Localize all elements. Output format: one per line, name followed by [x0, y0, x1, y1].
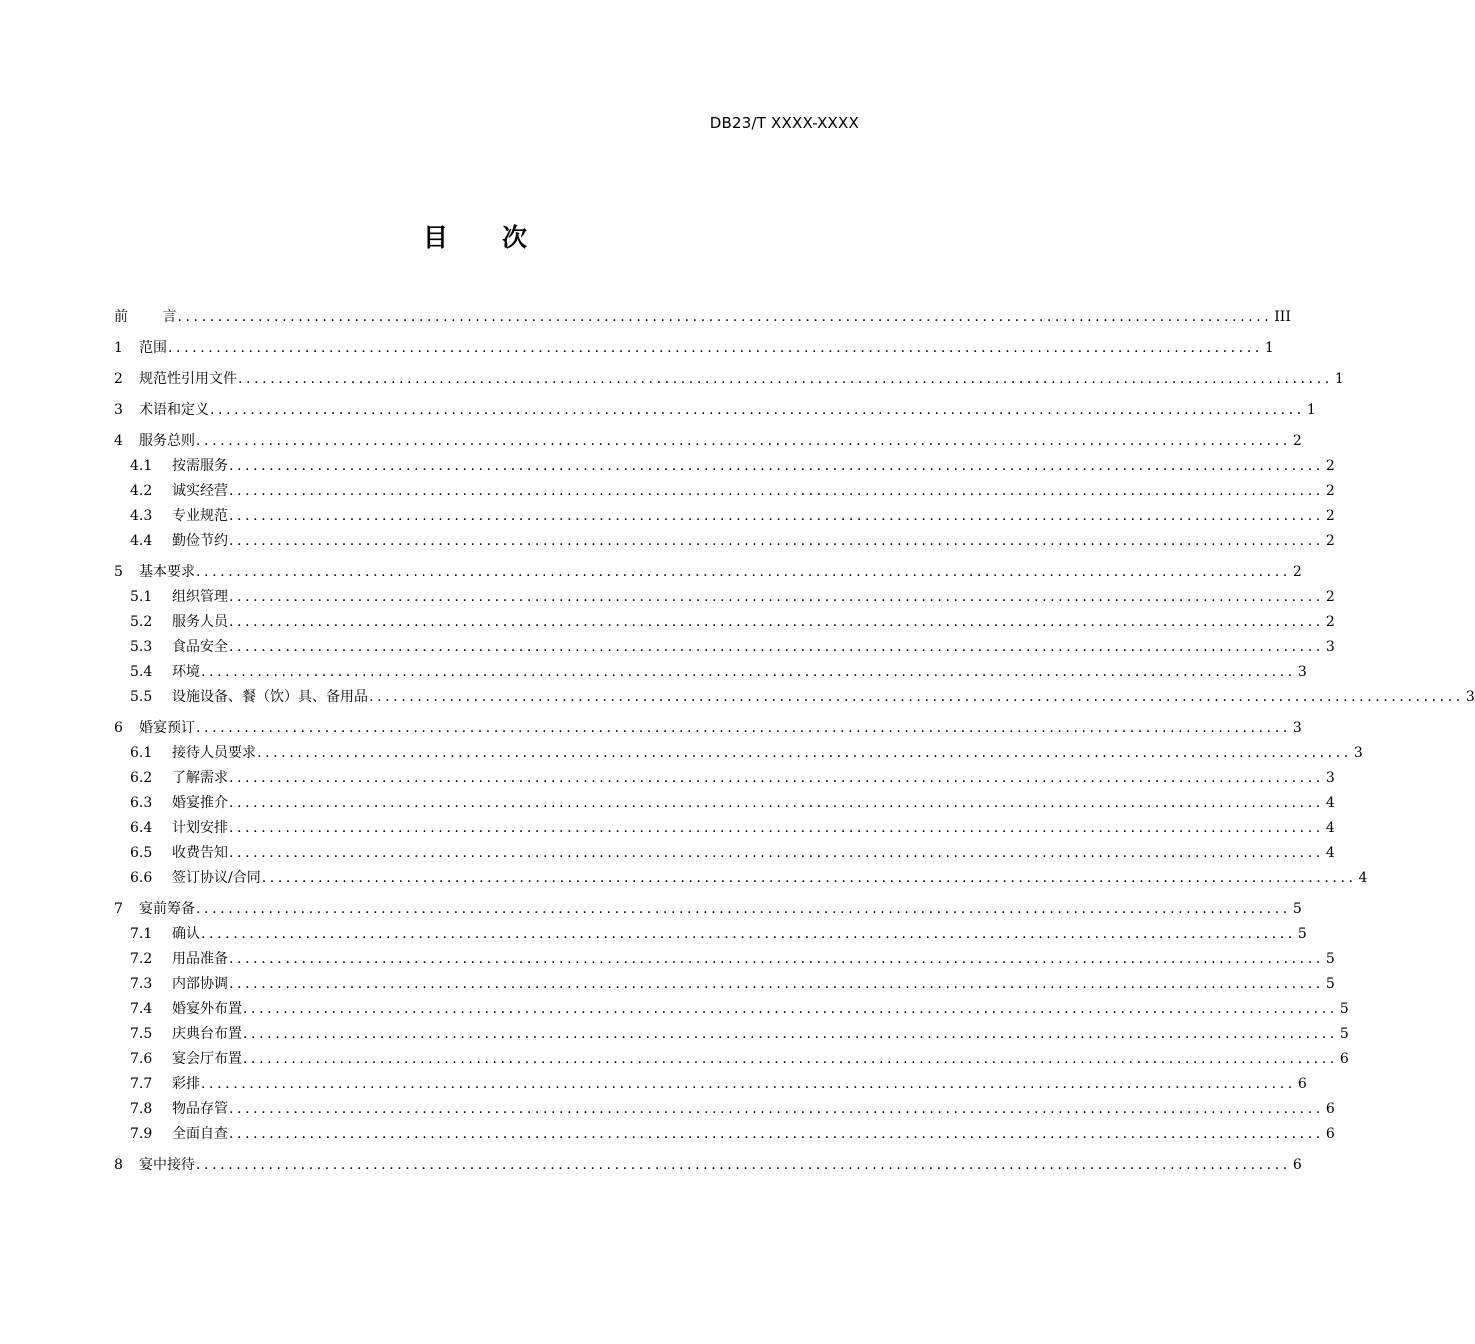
- toc-leader-dots: ........................................................................................................................................: [201, 926, 1296, 942]
- toc-entry-page: 2: [1292, 433, 1302, 449]
- toc-entry-title: 全面自查: [172, 1126, 228, 1142]
- toc-entry-title: 确认: [172, 926, 200, 942]
- toc-entry-number: 4.1: [130, 458, 153, 474]
- toc-entry-title: 设施设备、餐（饮）具、备用品: [172, 689, 368, 705]
- toc-entry-page: 3: [1465, 689, 1475, 705]
- toc-entry-page: 5: [1325, 976, 1335, 992]
- toc-entry-page: 1: [1306, 402, 1316, 418]
- toc-entry-page: 4: [1358, 870, 1368, 886]
- toc-entry-page: 6: [1292, 1157, 1302, 1173]
- toc-entry[interactable]: [114, 398, 1316, 423]
- toc-entry-number: 7: [114, 901, 123, 917]
- toc-leader-dots: ........................................................................................................................................: [229, 508, 1324, 524]
- toc-entry-number: 6.6: [130, 870, 153, 886]
- toc-entry-title: 婚宴推介: [172, 795, 228, 811]
- toc-leader-dots: ........................................................................................................................................: [229, 589, 1324, 605]
- toc-entry[interactable]: [114, 766, 1335, 791]
- toc-entry-number: 7.6: [130, 1051, 153, 1067]
- toc-entry-page: 4: [1325, 795, 1335, 811]
- toc-entry[interactable]: [114, 816, 1335, 841]
- toc-entry-page: 5: [1339, 1001, 1349, 1017]
- toc-entry-title: 收费告知: [172, 845, 228, 861]
- toc-leader-dots: ........................................................................................................................................: [196, 720, 1291, 736]
- toc-entry-title: 按需服务: [172, 458, 228, 474]
- toc-leader-dots: ........................................................................................................................................: [201, 1076, 1296, 1092]
- toc-entry[interactable]: [114, 610, 1335, 635]
- toc-entry-number: 5.2: [130, 614, 153, 630]
- toc-entry-page: 2: [1325, 614, 1335, 630]
- toc-leader-dots: ........................................................................................................................................: [229, 976, 1324, 992]
- toc-entry-title: 用品准备: [172, 951, 228, 967]
- toc-entry-title: 范围: [139, 340, 167, 356]
- toc-entry-number: 4: [114, 433, 123, 449]
- toc-leader-dots: ........................................................................................................................................: [229, 820, 1324, 836]
- toc-entry[interactable]: [114, 791, 1335, 816]
- toc-entry-number: 6.3: [130, 795, 153, 811]
- toc-entry-title: 专业规范: [172, 508, 228, 524]
- toc-entry-page: 3: [1297, 664, 1307, 680]
- toc-entry-number: 5.3: [130, 639, 153, 655]
- toc-leader-dots: ........................................................................................................................................: [196, 901, 1291, 917]
- toc-entry-number: 8: [114, 1157, 123, 1173]
- toc-entry-number: 7.7: [130, 1076, 153, 1092]
- toc-entry[interactable]: [114, 454, 1335, 479]
- toc-entry-title: 婚宴预订: [139, 720, 195, 736]
- toc-entry[interactable]: [114, 972, 1335, 997]
- toc-entry-title: 前 言: [114, 309, 177, 325]
- toc-entry-title: 宴中接待: [139, 1157, 195, 1173]
- toc-leader-dots: ........................................................................................................................................: [229, 770, 1324, 786]
- toc-entry-page: 2: [1325, 483, 1335, 499]
- toc-leader-dots: ........................................................................................................................................: [257, 745, 1352, 761]
- toc-entry-page: 3: [1292, 720, 1302, 736]
- toc-entry-title: 签订协议/合同: [172, 870, 261, 886]
- toc-entry-title: 宴前筹备: [139, 901, 195, 917]
- toc-entry[interactable]: [114, 897, 1302, 922]
- toc-leader-dots: ........................................................................................................................................: [196, 564, 1291, 580]
- toc-entry[interactable]: [114, 585, 1335, 610]
- toc-leader-dots: ........................................................................................................................................: [210, 402, 1305, 418]
- toc-entry-page: 6: [1297, 1076, 1307, 1092]
- toc-entry-page: III: [1274, 309, 1291, 325]
- toc-entry[interactable]: [114, 305, 1291, 330]
- toc-entry-number: 4.2: [130, 483, 153, 499]
- toc-entry-title: 服务人员: [172, 614, 228, 630]
- toc-entry[interactable]: [114, 367, 1344, 392]
- toc-entry-page: 5: [1292, 901, 1302, 917]
- toc-entry-page: 1: [1264, 340, 1274, 356]
- toc-entry-number: 1: [114, 340, 123, 356]
- toc-leader-dots: ........................................................................................................................................: [238, 371, 1333, 387]
- toc-entry-title: 宴会厅布置: [172, 1051, 242, 1067]
- toc-entry-number: 7.8: [130, 1101, 153, 1117]
- toc-entry-page: 3: [1353, 745, 1363, 761]
- toc-entry-page: 4: [1325, 820, 1335, 836]
- toc-entry-number: 6.2: [130, 770, 153, 786]
- toc-leader-dots: ........................................................................................................................................: [229, 458, 1324, 474]
- toc-entry[interactable]: [114, 716, 1302, 741]
- toc-title-part1: 目: [422, 223, 448, 252]
- toc-leader-dots: ........................................................................................................................................: [229, 1101, 1324, 1117]
- toc-entry-number: 7.1: [130, 926, 153, 942]
- toc-entry[interactable]: [114, 922, 1307, 947]
- toc-entry-page: 3: [1325, 770, 1335, 786]
- toc-leader-dots: ........................................................................................................................................: [229, 845, 1324, 861]
- toc-entry-number: 6.1: [130, 745, 153, 761]
- toc-entry-number: 2: [114, 371, 123, 387]
- toc-entry-number: 7.4: [130, 1001, 153, 1017]
- toc-entry-number: 3: [114, 402, 123, 418]
- toc-entry-title: 规范性引用文件: [139, 371, 237, 387]
- toc-entry[interactable]: [114, 635, 1335, 660]
- toc-entry-title: 彩排: [172, 1076, 200, 1092]
- toc-entry-page: 6: [1325, 1126, 1335, 1142]
- toc-entry-page: 2: [1325, 458, 1335, 474]
- toc-leader-dots: ........................................................................................................................................: [201, 664, 1296, 680]
- toc-entry-page: 5: [1339, 1026, 1349, 1042]
- toc-leader-dots: ........................................................................................................................................: [229, 639, 1324, 655]
- toc-leader-dots: ........................................................................................................................................: [229, 1126, 1324, 1142]
- toc-entry-title: 婚宴外布置: [172, 1001, 242, 1017]
- toc-entry-page: 3: [1325, 639, 1335, 655]
- table-of-contents: [114, 305, 1475, 1178]
- toc-entry-number: 5.1: [130, 589, 153, 605]
- toc-entry-page: 1: [1334, 371, 1344, 387]
- toc-entry-page: 2: [1325, 533, 1335, 549]
- toc-entry-number: 7.2: [130, 951, 153, 967]
- toc-entry-page: 5: [1325, 951, 1335, 967]
- toc-leader-dots: ........................................................................................................................................: [243, 1026, 1338, 1042]
- toc-entry-page: 4: [1325, 845, 1335, 861]
- toc-entry[interactable]: [114, 866, 1368, 891]
- toc-entry-title: 了解需求: [172, 770, 228, 786]
- toc-entry-page: 2: [1292, 564, 1302, 580]
- toc-leader-dots: ........................................................................................................................................: [229, 533, 1324, 549]
- toc-entry-number: 4.3: [130, 508, 153, 524]
- toc-entry[interactable]: [114, 685, 1475, 710]
- toc-entry-number: 7.3: [130, 976, 153, 992]
- toc-entry-page: 6: [1325, 1101, 1335, 1117]
- toc-entry-title: 内部协调: [172, 976, 228, 992]
- toc-entry[interactable]: [114, 336, 1274, 361]
- toc-entry-title: 物品存管: [172, 1101, 228, 1117]
- toc-leader-dots: ........................................................................................................................................: [196, 433, 1291, 449]
- toc-entry-number: 6.4: [130, 820, 153, 836]
- toc-leader-dots: ........................................................................................................................................: [369, 689, 1464, 705]
- toc-entry[interactable]: [114, 529, 1335, 554]
- toc-entry[interactable]: [114, 504, 1335, 529]
- toc-entry[interactable]: [114, 1022, 1349, 1047]
- toc-title-part2: 次: [502, 223, 528, 252]
- toc-leader-dots: ........................................................................................................................................: [229, 483, 1324, 499]
- toc-entry-number: 5.5: [130, 689, 153, 705]
- toc-entry[interactable]: [114, 479, 1335, 504]
- toc-entry-number: 6: [114, 720, 123, 736]
- toc-leader-dots: ........................................................................................................................................: [229, 614, 1324, 630]
- toc-entry[interactable]: [114, 997, 1349, 1022]
- toc-entry-page: 2: [1325, 508, 1335, 524]
- toc-entry[interactable]: [114, 1122, 1335, 1147]
- toc-entry[interactable]: [114, 1072, 1307, 1097]
- toc-entry-number: 7.5: [130, 1026, 153, 1042]
- toc-leader-dots: ........................................................................................................................................: [243, 1051, 1338, 1067]
- toc-entry-page: 2: [1325, 589, 1335, 605]
- toc-leader-dots: ........................................................................................................................................: [261, 870, 1357, 886]
- toc-entry[interactable]: [114, 1153, 1302, 1178]
- toc-entry-page: 6: [1339, 1051, 1349, 1067]
- toc-entry[interactable]: [114, 841, 1335, 866]
- toc-entry-title: 勤俭节约: [172, 533, 228, 549]
- toc-entry-title: 庆典台布置: [172, 1026, 242, 1042]
- toc-leader-dots: ........................................................................................................................................: [196, 1157, 1291, 1173]
- toc-entry-title: 计划安排: [172, 820, 228, 836]
- toc-leader-dots: ........................................................................................................................................: [229, 795, 1324, 811]
- toc-entry[interactable]: [114, 741, 1363, 766]
- toc-entry-number: 5.4: [130, 664, 153, 680]
- toc-entry-title: 诚实经营: [172, 483, 228, 499]
- toc-entry-title: 食品安全: [172, 639, 228, 655]
- toc-entry[interactable]: [114, 1097, 1335, 1122]
- toc-entry[interactable]: [114, 560, 1302, 585]
- toc-entry-number: 7.9: [130, 1126, 153, 1142]
- toc-entry-title: 服务总则: [139, 433, 195, 449]
- toc-entry-title: 接待人员要求: [172, 745, 256, 761]
- toc-entry-title: 环境: [172, 664, 200, 680]
- toc-entry-number: 6.5: [130, 845, 153, 861]
- toc-leader-dots: ........................................................................................................................................: [168, 340, 1263, 356]
- toc-entry[interactable]: [114, 947, 1335, 972]
- toc-entry-number: 5: [114, 564, 123, 580]
- toc-entry[interactable]: [114, 660, 1307, 685]
- toc-leader-dots: ........................................................................................................................................: [177, 309, 1273, 325]
- toc-leader-dots: ........................................................................................................................................: [243, 1001, 1338, 1017]
- toc-entry-number: 4.4: [130, 533, 153, 549]
- toc-entry-title: 术语和定义: [139, 402, 209, 418]
- toc-title: [0, 218, 950, 254]
- toc-entry[interactable]: [114, 1047, 1349, 1072]
- toc-entry[interactable]: [114, 429, 1302, 454]
- toc-entry-page: 5: [1297, 926, 1307, 942]
- toc-entry-title: 基本要求: [139, 564, 195, 580]
- toc-leader-dots: ........................................................................................................................................: [229, 951, 1324, 967]
- document-code: DB23/T XXXX-XXXX: [709, 114, 859, 132]
- toc-entry-title: 组织管理: [172, 589, 228, 605]
